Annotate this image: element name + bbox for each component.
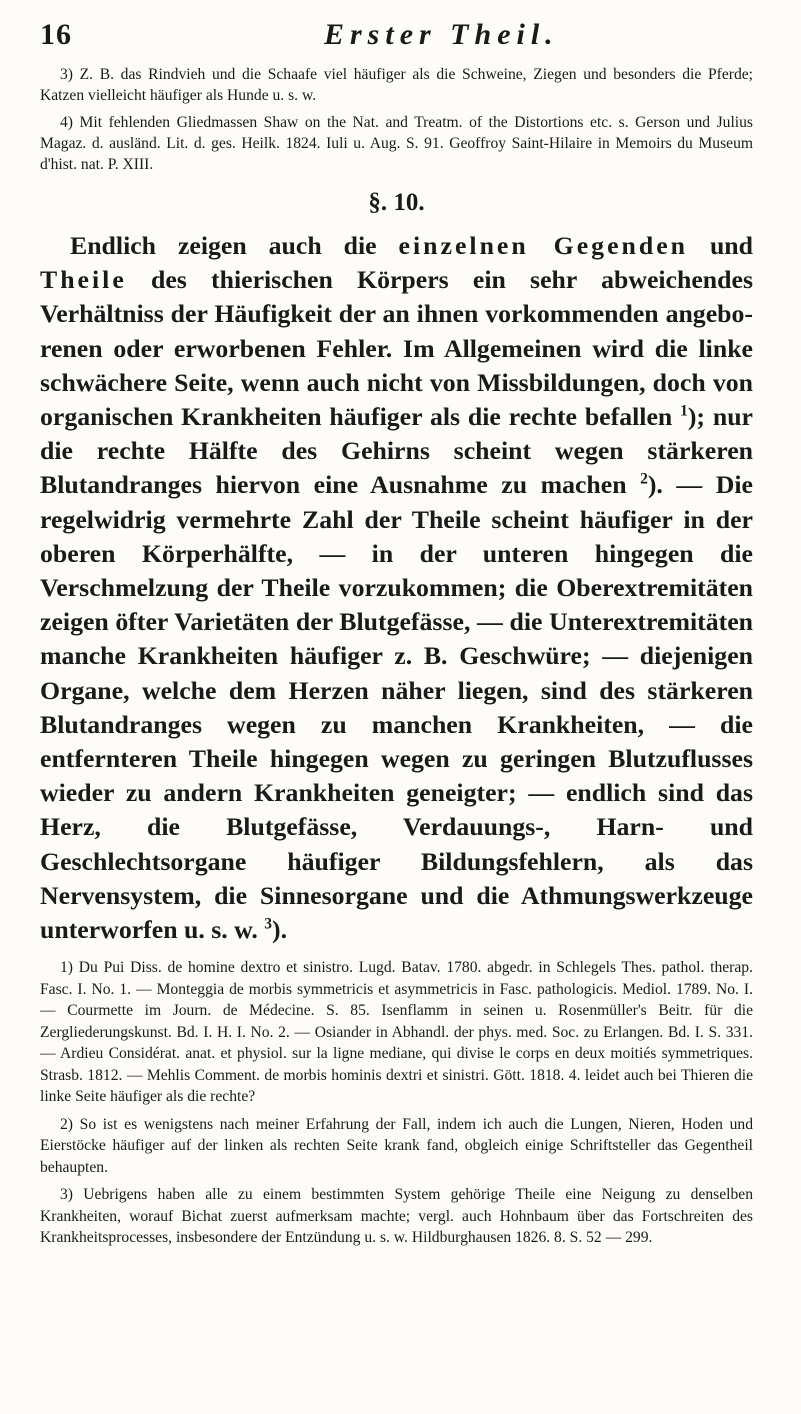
main-text-part-6: ). bbox=[272, 915, 288, 945]
top-notes bbox=[40, 64, 753, 175]
main-text-part-4: ); nur die rechte Hälfte des Gehirns scheint wegen stärkeren Blutandranges hiervon eine Ausnahme zu machen bbox=[40, 402, 753, 500]
footnotes bbox=[40, 957, 753, 1249]
page-number: 16 bbox=[40, 18, 72, 51]
emphasis-theile: Theile bbox=[40, 265, 127, 295]
emphasis-einzelnen-gegenden: einzelnen Gegenden bbox=[398, 231, 689, 260]
footnote-2: 2) So ist es wenigstens nach meiner Erfahrung der Fall, indem ich auch die Lungen, Nieren, Hoden und Eierstöcke häufiger auf der linken als rechten Seite krank fand, obgleich einige Schriftsteller das Gegentheil behaupten. bbox=[40, 1115, 753, 1176]
footnote-1: 1) Du Pui Diss. de homine dextro et sinistro. Lugd. Batav. 1780. abgedr. in Schlegels Thes. pathol. therap. Fasc. I. No. 1. — Monteggia de morbis symmetricis et asymmetricis in Fasc. pathologicis. Mediol. 1789. No. I. — Courmette im Journ. de Médecine. S. 85. Isenflamm in seinen u. Rosenmüller's Beitr. für die Zergliederungskunst. Bd. I. H. I. No. 2. — Osiander in Abhandl. der phys. med. Soc. zu Erlangen. Bd. I. S. 331. — Ardieu Considérat. anat. et physiol. sur la ligne mediane, qui divise le corps en deux moitiés symmetriques. Strasb. 1812. — Mehlis Comment. de morbis hominis dextri et sinistri. Gött. 1818. 4. leidet auch bei Thieren die linke Seite häufiger als die rechte? bbox=[40, 959, 753, 1106]
footnote-3: 3) Uebrigens haben alle zu einem bestimmten System gehörige Theile eine Neigung zu denselben Krankheiten, worauf Bichat zuerst aufmerksam machte; vergl. auch Hohnbaum über das Fortschreiten des Krankheitsprocesses, insbesondere der Entzündung u. s. w. Hildburghausen 1826. 8. S. 52 — 299. bbox=[40, 1186, 753, 1247]
footnote-ref-1: 1 bbox=[680, 402, 688, 420]
main-text-part-5: ). — Die regelwidrig vermehrte Zahl der Theile scheint häufiger in der oberen Körperhälfte, — in der unteren hingegen die Verschmelzung der Theile vorzukommen; die Oberextremitäten zeigen öfter Varietäten der Blutgefässe, — die Unterextremitäten manche Krankheiten häufiger z. B. Geschwüre; — diejenigen Organe, welche dem Herzen näher liegen, sind des stärkeren Blutandranges wegen zu manchen Krankheiten, — die entfernteren Theile hingegen wegen zu geringen Blutzuflusses wieder zu andern Krankheiten geneigter; — endlich sind das Herz, die Blutgefässe, Verdauungs-, Harn- und Geschlechtsorgane häufiger Bildungsfehlern, als das Nervensystem, die Sinnesorgane und die Athmungswerkzeuge unterworfen u. s. w. bbox=[40, 470, 754, 945]
main-paragraph bbox=[40, 229, 753, 947]
main-text-part-2: und bbox=[688, 231, 753, 260]
footnote-ref-2: 2 bbox=[640, 470, 648, 488]
note-3: 3) Z. B. das Rindvieh und die Schaafe viel häufiger als die Schweine, Ziegen und besonders die Pferde; Katzen vielleicht häufiger als Hunde u. s. w. bbox=[40, 66, 753, 104]
footnote-ref-3: 3 bbox=[264, 915, 273, 933]
page-header bbox=[40, 18, 753, 52]
main-text-part-1: Endlich zeigen auch die bbox=[70, 231, 399, 260]
note-4: 4) Mit fehlenden Gliedmassen Shaw on the Nat. and Treatm. of the Distortions etc. s. Gerson und Julius Magaz. d. ausländ. Lit. d. ges. Heilk. 1824. Iuli u. Aug. S. 91. Geoffroy Saint-Hilaire in Memoirs du Museum d'hist. nat. P. XIII. bbox=[40, 114, 753, 173]
main-text-part-3: des thierischen Körpers ein sehr abweichendes Verhältniss der Häufigkeit der an ihnen vorkommenden angeborenen oder erworbenen Fehler. Im Allgemeinen wird die linke schwächere Seite, wenn auch nicht von Missbildungen, doch von organischen Krankheiten häufiger als die rechte befallen bbox=[40, 265, 753, 432]
section-heading: §. 10. bbox=[368, 189, 425, 216]
running-title: Erster Theil. bbox=[324, 18, 559, 51]
